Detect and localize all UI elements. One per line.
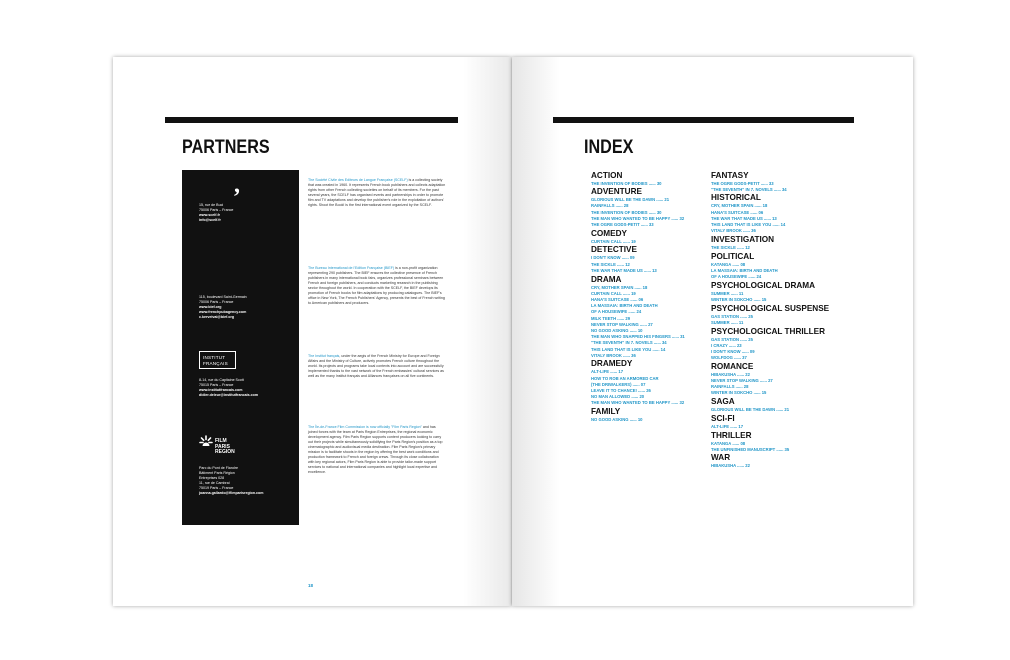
- address-line: 15, rue de Buci: [199, 203, 224, 207]
- genre-heading: WAR: [711, 453, 731, 463]
- genre-heading: THRILLER: [711, 430, 752, 440]
- index-entry: OF A HOUSEWIFE ...... 24: [711, 274, 762, 280]
- index-entry: THE INVENTION OF BODIES ...... 30: [591, 209, 662, 215]
- index-entry: LEAVE IT TO CHANCE! ...... 26: [591, 388, 651, 394]
- website-link[interactable]: www.scelf.fr: [199, 213, 221, 217]
- index-entry: THE MAN WHO WANTED TO BE HAPPY ...... 32: [591, 400, 685, 406]
- website-link[interactable]: www.institutfrancais.com: [199, 388, 243, 392]
- film-paris-region-address: [199, 466, 297, 496]
- genre-heading: DRAMA: [591, 274, 622, 284]
- index-entry: LA MASSAIA: BIRTH AND DEATH: [711, 267, 778, 273]
- index-entry: I DON'T KNOW ...... 09: [711, 348, 755, 354]
- partner-name: The Île-de-France Film Commission is now officially "Film Paris Region": [308, 425, 422, 429]
- genre-heading: ADVENTURE: [591, 187, 642, 197]
- institut-francais-logo: [199, 351, 236, 369]
- index-entry: GAS STATION ...... 25: [711, 336, 753, 342]
- index-entry: SUMMER ...... 11: [711, 290, 744, 296]
- heading-rule: [165, 117, 458, 123]
- index-entry: NEVER STOP WALKING ...... 27: [591, 321, 653, 327]
- index-entry: HOW TO ROB AN ARMORED CAR: [591, 375, 659, 381]
- index-entry: THIS LAND THAT IS LIKE YOU ...... 14: [711, 222, 786, 228]
- scelf-description: [308, 178, 446, 208]
- index-entry: NO GOOD ASKING ...... 10: [591, 417, 643, 423]
- index-entry: THE WAR THAT MADE US ...... 13: [591, 267, 657, 273]
- genre-heading: POLITICAL: [711, 251, 755, 261]
- page-title: INDEX: [584, 137, 634, 158]
- index-entry: CRY, MOTHER SPAIN ...... 18: [711, 203, 768, 209]
- genre-heading: PSYCHOLOGICAL THRILLER: [711, 326, 826, 336]
- index-entry: NO MAN ALLOWED ...... 20: [591, 394, 645, 400]
- address-line: Parc du Pont de Flandre: [199, 466, 238, 470]
- partner-name: The Société Civile des Editeurs de Langue Française (SCELF): [308, 178, 408, 182]
- address-line: Bâtiment Paris Région: [199, 471, 235, 475]
- page-number: 18: [308, 583, 314, 588]
- index-entry: HANA'S SUITCASE ...... 06: [711, 209, 764, 215]
- index-page: [512, 57, 913, 606]
- index-entry: LA MASSAIA: BIRTH AND DEATH: [591, 303, 658, 309]
- logo-text: REGION: [215, 449, 235, 455]
- index-entry: THE MAN WHO WANTED TO BE HAPPY ...... 32: [591, 215, 685, 221]
- index-entry: OF A HOUSEWIFE ...... 24: [591, 309, 642, 315]
- index-entry: RAINFALLS ...... 28: [711, 384, 749, 390]
- logo-text: [215, 439, 235, 456]
- genre-heading: INVESTIGATION: [711, 234, 775, 244]
- partner-body: is a collecting society that was created in 1960. It represents French book publishers and collects adaptation rights from other French collecting societies on behalf of its members. For the past several years, the SCELF has organised events and partnerships in order to promote film and TV adaptations and develop the publisher's role in the exploitation of authors' rights. Shoot the Book! is the first international event organized by the SCELF.: [308, 178, 446, 207]
- page-title: PARTNERS: [182, 137, 270, 158]
- genre-heading: PSYCHOLOGICAL DRAMA: [711, 280, 816, 290]
- partner-address-column: [182, 170, 299, 525]
- index-column-right: [711, 170, 856, 470]
- institut-francais-address: [199, 378, 297, 398]
- index-entry: CRY, MOTHER SPAIN ...... 18: [591, 284, 648, 290]
- website-link[interactable]: www.bief.org: [199, 305, 222, 309]
- index-entry: THIS LAND THAT IS LIKE YOU ...... 14: [591, 346, 666, 352]
- index-entry: CURTAIN CALL ...... 19: [591, 290, 636, 296]
- scelf-address: [199, 203, 297, 223]
- index-entry: "THE SEVENTH" IN 7. NOVELS ...... 34: [711, 186, 787, 192]
- index-entry: WINTER IN SOKCHO ...... 15: [711, 296, 767, 302]
- index-entry: SUMMER ...... 11: [711, 319, 744, 325]
- address-line: 75015 Paris – France: [199, 383, 234, 387]
- address-line: 75006 Paris – France: [199, 208, 234, 212]
- index-entry: I DON'T KNOW ...... 09: [591, 255, 635, 261]
- partners-page: [113, 57, 511, 606]
- genre-heading: DETECTIVE: [591, 245, 637, 255]
- logo-text: FRANÇAIS: [203, 361, 228, 366]
- sunburst-icon: [199, 435, 213, 449]
- email-link[interactable]: c.kerveivai@bief.org: [199, 315, 235, 319]
- index-entry: THE SICKLE ...... 12: [591, 261, 630, 267]
- film-paris-region-logo: [199, 435, 235, 455]
- index-entry: RAINFALLS ...... 28: [591, 203, 629, 209]
- genre-heading: ACTION: [591, 170, 623, 180]
- index-entry: HIBAKUSHA ...... 22: [711, 371, 750, 377]
- index-entry: THE OGRE GODS-PETIT ...... 33: [711, 180, 774, 186]
- index-entry: GLORIOUS WILL BE THE DAWN ...... 21: [711, 407, 790, 413]
- genre-heading: SAGA: [711, 397, 735, 407]
- logo-text: FILM: [215, 438, 227, 444]
- index-entry: NEVER STOP WALKING ...... 27: [711, 378, 773, 384]
- index-entry: THE SICKLE ...... 12: [711, 244, 750, 250]
- partner-body: , under the aegis of the French Ministry for Europe and Foreign Affairs and the Ministry of Culture, actively promotes French culture throughout the world. Its projects and programs take local contexts into account and are successfully implemented thanks to the vast network of the French embassies' cultural services as well as the many Institut français and Alliances françaises on all five continents.: [308, 354, 444, 378]
- index-entry: HANA'S SUITCASE ...... 06: [591, 296, 644, 302]
- bief-description: [308, 266, 446, 306]
- address-line: 75006 Paris – France: [199, 300, 234, 304]
- index-entry: THE OGRE GODS-PETIT ...... 33: [591, 222, 654, 228]
- scelf-logo: ,: [234, 172, 240, 198]
- index-entry: "THE SEVENTH" IN 7. NOVELS ...... 34: [591, 340, 667, 346]
- index-entry: WOLFDOG ...... 37: [711, 355, 747, 361]
- address-line: 11, rue de Cambrai: [199, 481, 230, 485]
- index-entry: GLORIOUS WILL BE THE DAWN ...... 21: [591, 197, 670, 203]
- logo-text: INSTITUT: [203, 355, 226, 360]
- address-line: 115, boulevard Saint-Germain: [199, 295, 247, 299]
- index-entry: VITALY BROOK ...... 36: [711, 228, 756, 234]
- email-link[interactable]: didier.deleur@institutfrancais.com: [199, 393, 259, 397]
- index-entry: THE WAR THAT MADE US ...... 13: [711, 215, 777, 221]
- bief-address: [199, 295, 297, 320]
- genre-heading: FANTASY: [711, 170, 749, 180]
- index-entry: (THE DRIWALKERS) ...... 07: [591, 381, 646, 387]
- address-line: Entreprises 028: [199, 476, 225, 480]
- index-entry: GAS STATION ...... 25: [711, 313, 753, 319]
- index-entry: ALT-LIFE ...... 17: [591, 369, 624, 375]
- genre-heading: ROMANCE: [711, 361, 754, 371]
- partner-name: The Institut français: [308, 354, 340, 358]
- partner-body: is a non-profit organization representing 290 publishers. The BIEF ensures the collective presence of French publishers in many international book fairs, organizes professional seminars between French and foreign publishers, and conducts marketing research in the publishing sector throughout the world. In cooperation with the SCELF, the BIEF develops its promotion of French books for film adaptations by producing catalogues. The BIEF's office in New York, The French Publishers' Agency, presents the best of French writing to American publishers and producers.: [308, 266, 445, 305]
- index-entry: HIBAKUSHA ...... 22: [711, 463, 750, 469]
- address-line: 8-14, rue du Capitaine Scott: [199, 378, 244, 382]
- heading-rule: [553, 117, 854, 123]
- genre-heading: DRAMEDY: [591, 359, 633, 369]
- index-entry: I CRAZY ...... 23: [711, 342, 742, 348]
- index-entry: CURTAIN CALL ...... 19: [591, 238, 636, 244]
- email-link[interactable]: joanna.gallardo@filmparisregion.com: [199, 491, 264, 495]
- address-line: 75019 Paris – France: [199, 486, 234, 490]
- index-entry: NO GOOD ASKING ...... 10: [591, 327, 643, 333]
- index-entry: WINTER IN SOKCHO ...... 15: [711, 390, 767, 396]
- index-entry: VITALY BROOK ...... 36: [591, 352, 636, 358]
- logo-text: PARIS: [215, 443, 230, 450]
- index-entry: THE MAN WHO SNAPPED HIS FINGERS ...... 31: [591, 334, 685, 340]
- index-entry: THE UNFINISHED MANUSCRIPT ...... 35: [711, 446, 790, 452]
- index-entry: ALT-LIFE ...... 17: [711, 423, 744, 429]
- genre-heading: SCI-FI: [711, 413, 735, 423]
- index-entry: MILK TEETH ...... 29: [591, 315, 631, 321]
- partner-name: The Bureau International de l'Edition Française (BIEF): [308, 266, 395, 270]
- index-entry: THE INVENTION OF BODIES ...... 30: [591, 180, 662, 186]
- genre-heading: HISTORICAL: [711, 193, 761, 203]
- brochure-spread: [113, 57, 913, 606]
- partner-body: and has joined forces with the team at Paris Region Entreprises, the regional economic development agency. Film Paris Region supports content producers looking to carry out their projects while simultaneously solidifying the Paris Region's position as a top cinematographic and audiovisual media destination. Film Paris Region's primary mission is to facilitate shoots in the region by offering the best work conditions and production framework to French and foreign crews. Through its close collaboration with key regional actors, Film Paris Region is able to provide tailor-made support services to national and international companies and highlight local expertise and excellence.: [308, 425, 443, 474]
- institut-francais-description: [308, 354, 446, 379]
- website-link[interactable]: www.frenchpubagency.com: [199, 310, 247, 314]
- film-paris-region-description: [308, 425, 446, 475]
- email-link[interactable]: info@scelf.fr: [199, 218, 221, 222]
- genre-heading: PSYCHOLOGICAL SUSPENSE: [711, 303, 830, 313]
- index-entry: KATANGA ...... 08: [711, 261, 746, 267]
- index-entry: KATANGA ...... 08: [711, 440, 746, 446]
- genre-heading: FAMILY: [591, 407, 621, 417]
- genre-heading: COMEDY: [591, 228, 627, 238]
